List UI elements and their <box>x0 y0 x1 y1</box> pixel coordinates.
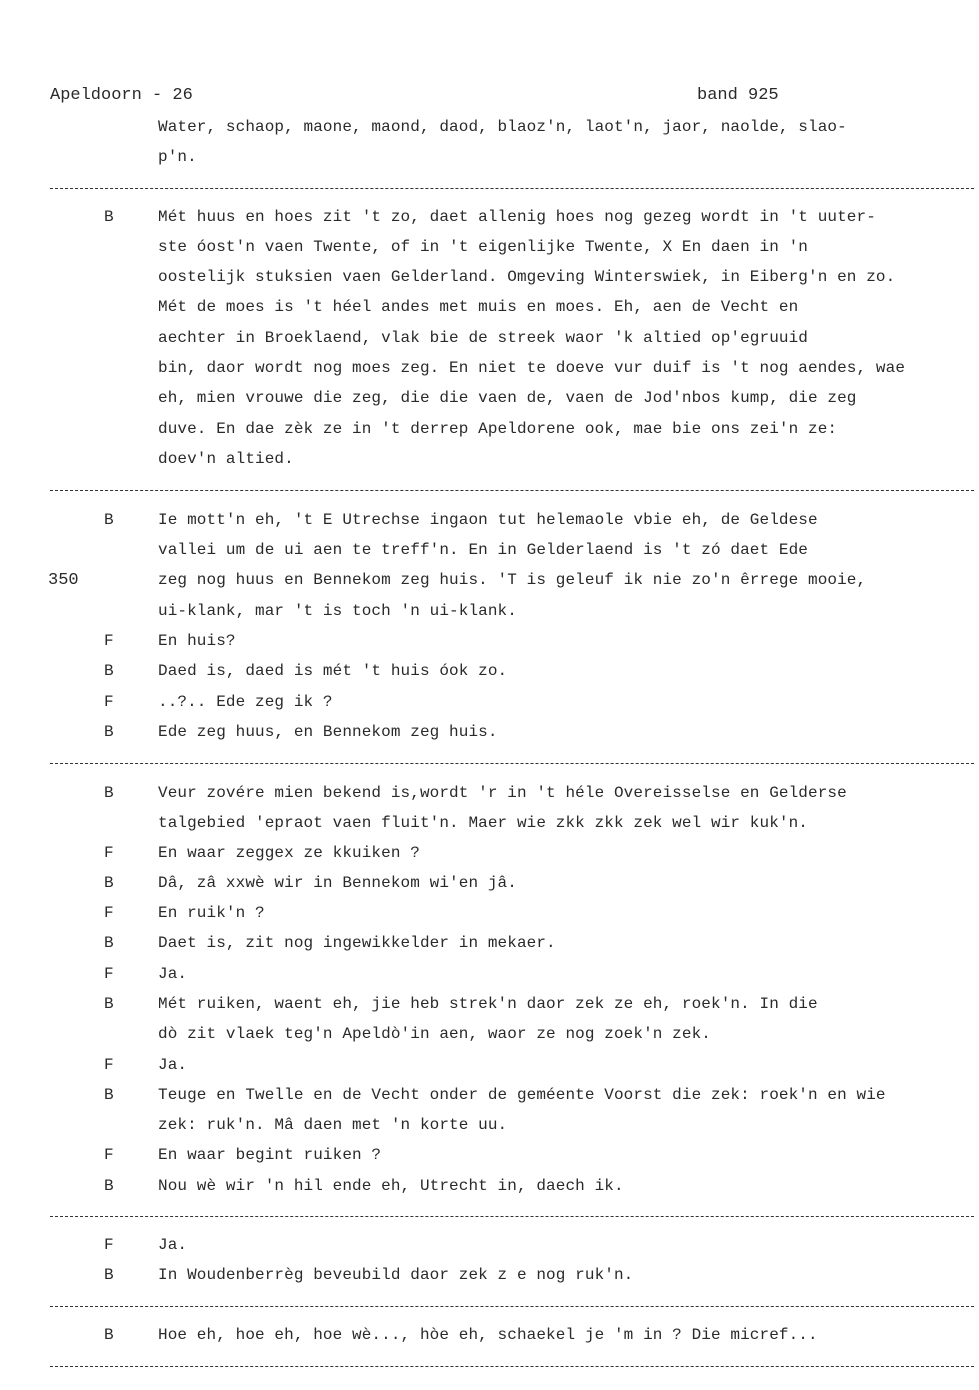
transcript-line: En huis? <box>158 632 236 650</box>
transcript-line: Mét ruiken, waent eh, jie heb strek'n daor zek ze eh, roek'n. In die <box>158 995 818 1013</box>
speaker-label: B <box>104 1086 114 1104</box>
section-divider <box>50 763 974 764</box>
transcript-line: ste óost'n vaen Twente, of in 't eigenlijke Twente, X En daen in 'n <box>158 238 809 256</box>
intro-line: p'n. <box>158 148 197 166</box>
transcript-line: duve. En dae zèk ze in 't derrep Apeldorene ook, mae bie ons zei'n ze: <box>158 420 838 438</box>
transcript-line: talgebied 'epraot vaen fluit'n. Maer wie zkk zkk zek wel wir kuk'n. <box>158 814 809 832</box>
transcript-line: Nou wè wir 'n hil ende eh, Utrecht in, daech ik. <box>158 1177 624 1195</box>
transcript-line: doev'n altied. <box>158 450 294 468</box>
transcript-line: Ja. <box>158 1056 188 1074</box>
speaker-label: F <box>104 1236 114 1254</box>
section-divider <box>50 1216 974 1217</box>
transcript-line: Mét de moes is 't héel andes met muis en moes. Eh, aen de Vecht en <box>158 298 799 316</box>
transcript-line: zeg nog huus en Bennekom zeg huis. 'T is geleuf ik nie zo'n êrrege mooie, <box>158 571 867 589</box>
speaker-label: B <box>104 784 114 802</box>
transcript-line: Dâ, zâ xxwè wir in Bennekom wi'en jâ. <box>158 874 517 892</box>
transcript-line: Teuge en Twelle en de Vecht onder de geméente Voorst die zek: roek'n en wie <box>158 1086 886 1104</box>
line-number: 350 <box>48 571 79 590</box>
transcript-line: vallei um de ui aen te treff'n. En in Gelderlaend is 't zó daet Ede <box>158 541 809 559</box>
transcript-line: Ede zeg huus, en Bennekom zeg huis. <box>158 723 498 741</box>
transcript-line: En waar begint ruiken ? <box>158 1146 382 1164</box>
speaker-label: B <box>104 1266 114 1284</box>
section-divider <box>50 188 974 189</box>
speaker-label: F <box>104 632 114 650</box>
speaker-label: F <box>104 904 114 922</box>
transcript-line: ..?.. Ede zeg ik ? <box>158 693 333 711</box>
transcript-line: eh, mien vrouwe die zeg, die die vaen de, vaen de Jod'nbos kump, die zeg <box>158 389 857 407</box>
transcript-line: bin, daor wordt nog moes zeg. En niet te doeve vur duif is 't nog aendes, wae <box>158 359 906 377</box>
speaker-label: B <box>104 662 114 680</box>
section-divider <box>50 490 974 491</box>
speaker-label: B <box>104 934 114 952</box>
speaker-label: B <box>104 995 114 1013</box>
section-divider <box>50 1306 974 1307</box>
intro-line: Water, schaop, maone, maond, daod, blaoz'n, laot'n, jaor, naolde, slao- <box>158 118 847 136</box>
transcript-line: oostelijk stuksien vaen Gelderland. Omgeving Winterswiek, in Eiberg'n en zo. <box>158 268 896 286</box>
transcript-line: Hoe eh, hoe eh, hoe wè..., hòe eh, schaekel je 'm in ? Die micref... <box>158 1326 818 1344</box>
speaker-label: B <box>104 208 114 226</box>
header-location: Apeldoorn - 26 <box>50 86 193 105</box>
transcript-line: In Woudenberrèg beveubild daor zek z e nog ruk'n. <box>158 1266 634 1284</box>
speaker-label: F <box>104 1056 114 1074</box>
transcript-line: Veur zovére mien bekend is,wordt 'r in 't héle Overeisselse en Gelderse <box>158 784 847 802</box>
speaker-label: F <box>104 1146 114 1164</box>
speaker-label: F <box>104 844 114 862</box>
speaker-label: B <box>104 874 114 892</box>
transcript-line: ui-klank, mar 't is toch 'n ui-klank. <box>158 602 517 620</box>
transcript-line: Daed is, daed is mét 't huis óok zo. <box>158 662 508 680</box>
transcript-line: zek: ruk'n. Mâ daen met 'n korte uu. <box>158 1116 508 1134</box>
transcript-line: aechter in Broeklaend, vlak bie de streek waor 'k altied op'egruuid <box>158 329 809 347</box>
transcript-line: Ja. <box>158 1236 188 1254</box>
transcript-line: Ja. <box>158 965 188 983</box>
speaker-label: F <box>104 965 114 983</box>
transcript-line: Mét huus en hoes zit 't zo, daet allenig hoes nog gezeg wordt in 't uuter- <box>158 208 876 226</box>
speaker-label: B <box>104 723 114 741</box>
transcript-line: dò zit vlaek teg'n Apeldò'in aen, waor ze nog zoek'n zek. <box>158 1025 711 1043</box>
transcript-line: Daet is, zit nog ingewikkelder in mekaer. <box>158 934 556 952</box>
transcript-line: En waar zeggex ze kkuiken ? <box>158 844 420 862</box>
section-divider <box>50 1366 974 1367</box>
speaker-label: B <box>104 1326 114 1344</box>
transcript-line: En ruik'n ? <box>158 904 265 922</box>
header-tape-number: band 925 <box>697 86 779 105</box>
transcript-line: Ie mott'n eh, 't E Utrechse ingaon tut helemaole vbie eh, de Geldese <box>158 511 818 529</box>
speaker-label: B <box>104 1177 114 1195</box>
speaker-label: B <box>104 511 114 529</box>
speaker-label: F <box>104 693 114 711</box>
